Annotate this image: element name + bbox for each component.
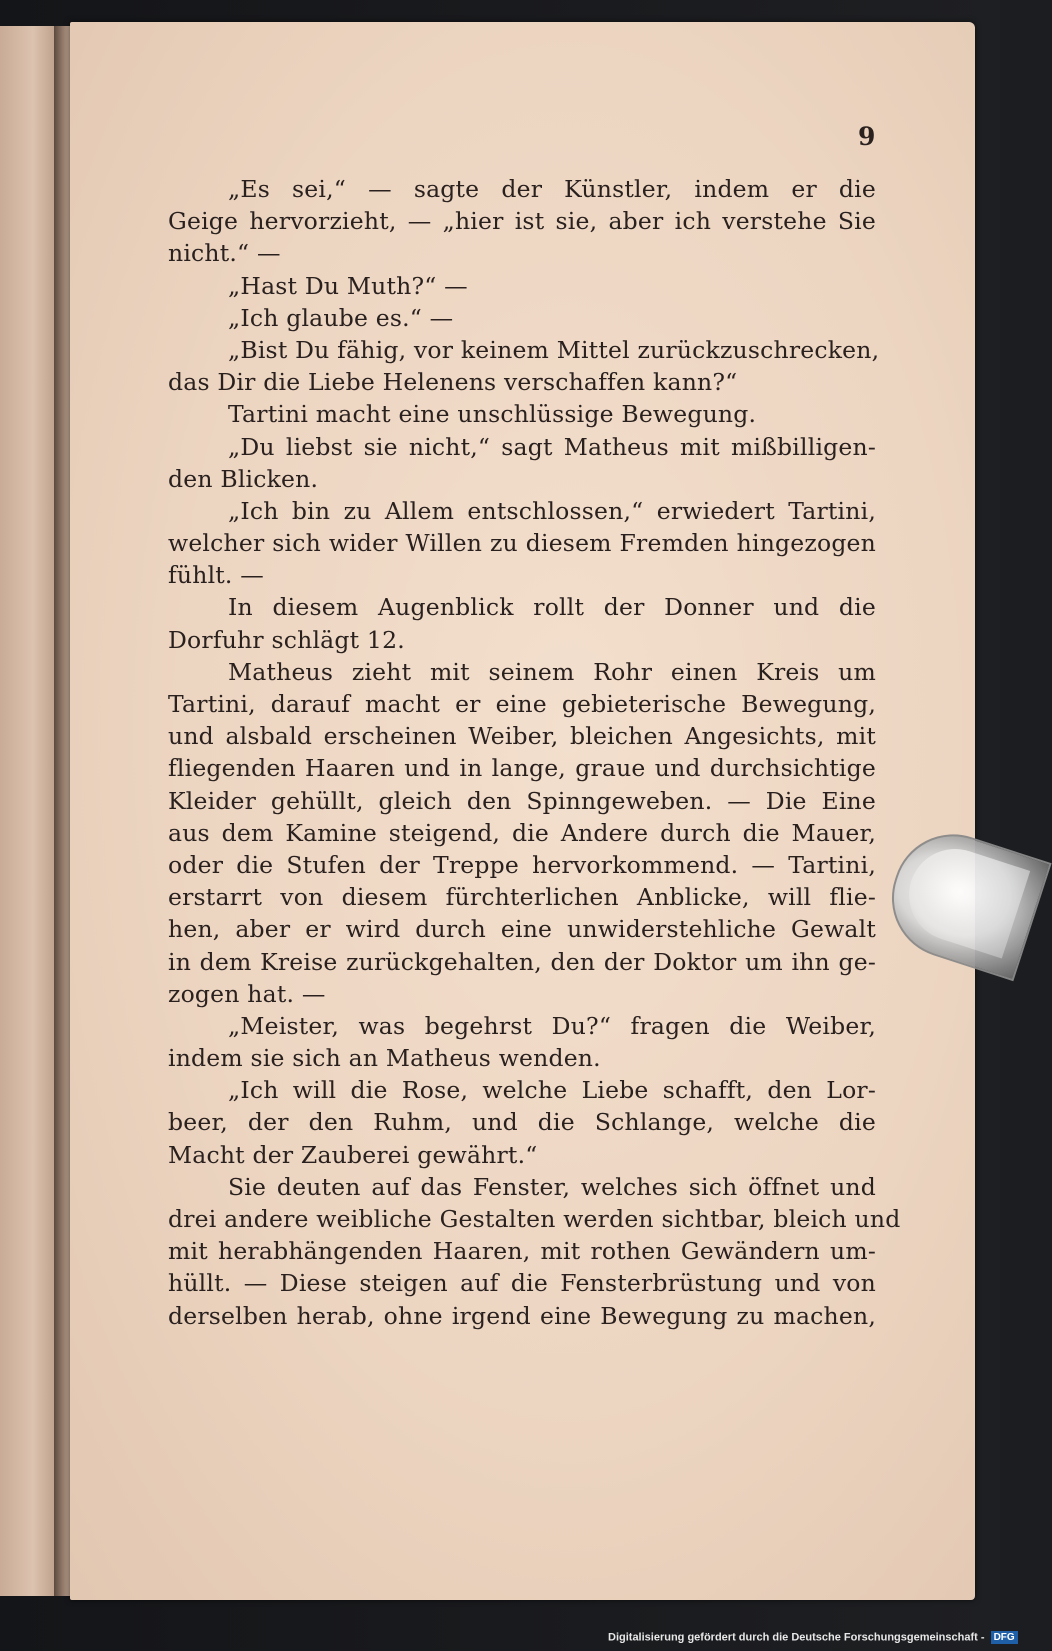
dfg-logo-icon: DFG bbox=[991, 1631, 1018, 1644]
page-text bbox=[168, 173, 901, 1332]
text-line: drei andere weibliche Gestalten werden sichtbar, bleich und bbox=[168, 1205, 901, 1233]
previous-page-edge bbox=[0, 26, 62, 1596]
text-line: Sie deuten auf das Fenster, welches sich öffnet und bbox=[228, 1172, 876, 1201]
text-line: „Hast Du Muth?“ — bbox=[228, 271, 468, 300]
text-line: In diesem Augenblick rollt der Donner und die bbox=[228, 593, 876, 622]
text-line: „Ich glaube es.“ — bbox=[228, 303, 454, 332]
text-line: „Meister, was begehrst Du?“ fragen die Weiber, bbox=[228, 1011, 876, 1040]
text-line: „Es sei,“ — sagte der Künstler, indem er die bbox=[228, 175, 876, 203]
text-line: das Dir die Liebe Helenens verschaffen kann?“ bbox=[168, 368, 738, 397]
text-line: hen, aber er wird durch eine unwiderstehliche Gewalt bbox=[168, 915, 876, 944]
text-line: Matheus zieht mit seinem Rohr einen Kreis um bbox=[228, 657, 876, 686]
text-line: fühlt. — bbox=[168, 561, 264, 590]
text-line: erstarrt von diesem fürchterlichen Anblicke, will flie- bbox=[168, 883, 876, 912]
text-line: Tartini macht eine unschlüssige Bewegung. bbox=[228, 400, 757, 429]
text-line: Macht der Zauberei gewährt.“ bbox=[168, 1140, 538, 1169]
text-line: beer, der den Ruhm, und die Schlange, welche die bbox=[168, 1108, 876, 1137]
digitization-credit bbox=[608, 1631, 1018, 1644]
text-line: oder die Stufen der Treppe hervorkommend. — Tartini, bbox=[168, 850, 876, 879]
text-line: mit herabhängenden Haaren, mit rothen Gewändern um- bbox=[168, 1237, 876, 1266]
text-line: fliegenden Haaren und in lange, graue und durchsichtige bbox=[168, 754, 876, 783]
page-number: 9 bbox=[858, 122, 876, 151]
text-line: indem sie sich an Matheus wenden. bbox=[168, 1044, 601, 1073]
text-line: welcher sich wider Willen zu diesem Fremden hingezogen bbox=[168, 529, 876, 558]
text-line: Tartini, darauf macht er eine gebieterische Bewegung, bbox=[168, 690, 876, 718]
text-line: hüllt. — Diese steigen auf die Fensterbrüstung und von bbox=[168, 1269, 876, 1298]
text-line: aus dem Kamine steigend, die Andere durch die Mauer, bbox=[168, 818, 876, 847]
text-line: nicht.“ — bbox=[168, 239, 281, 268]
credit-text: Digitalisierung gefördert durch die Deutsche Forschungsgemeinschaft - bbox=[608, 1631, 985, 1644]
text-line: Kleider gehüllt, gleich den Spinngeweben. — Die Eine bbox=[168, 786, 876, 815]
text-line: zogen hat. — bbox=[168, 979, 326, 1008]
text-line: Dorfuhr schlägt 12. bbox=[168, 625, 405, 654]
text-line: „Ich bin zu Allem entschlossen,“ erwiedert Tartini, bbox=[228, 496, 876, 525]
text-line: den Blicken. bbox=[168, 464, 319, 493]
text-line: „Du liebst sie nicht,“ sagt Matheus mit mißbilligen- bbox=[228, 432, 876, 461]
text-line: derselben herab, ohne irgend eine Bewegung zu machen, bbox=[168, 1301, 876, 1330]
text-line: und alsbald erscheinen Weiber, bleichen Angesichts, mit bbox=[168, 722, 876, 751]
text-line: „Bist Du fähig, vor keinem Mittel zurückzuschrecken, bbox=[228, 335, 880, 364]
page-clip-highlight bbox=[897, 837, 1030, 958]
text-line: in dem Kreise zurückgehalten, den der Doktor um ihn ge- bbox=[168, 947, 876, 976]
text-line: „Ich will die Rose, welche Liebe schafft, den Lor- bbox=[228, 1076, 876, 1105]
text-line: Geige hervorzieht, — „hier ist sie, aber ich verstehe Sie bbox=[168, 207, 876, 236]
